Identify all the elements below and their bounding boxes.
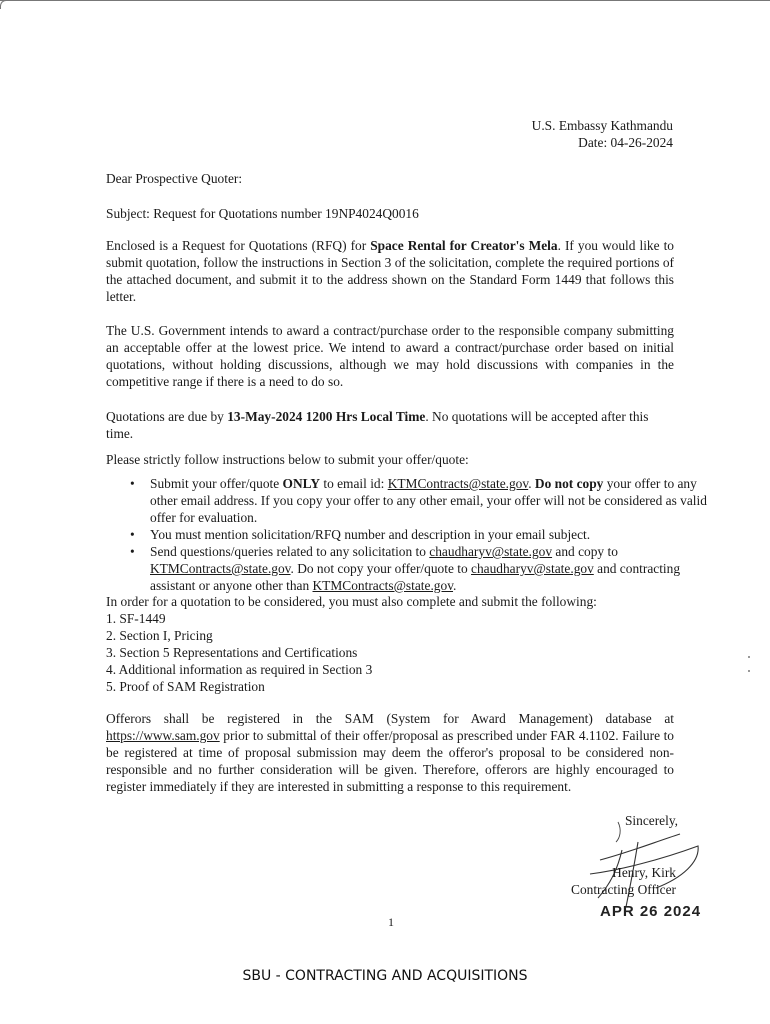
signature-closing (560, 812, 678, 829)
list-item: 5. Proof of SAM Registration (106, 679, 265, 694)
paragraph-due-date (106, 408, 674, 442)
b3-mid3: and contracting assistant or anyone other than (150, 561, 681, 593)
para3-post: . No quotations will be accepted after this time. (106, 409, 649, 441)
salutation-text: Dear Prospective Quoter: (106, 171, 243, 186)
list-item: 1. SF-1449 (106, 611, 166, 626)
footer-classification: SBU - CONTRACTING AND ACQUISITIONS (242, 968, 528, 984)
signer-title-text: Contracting Officer (571, 882, 676, 897)
signer-title (540, 881, 676, 898)
list-item: 3. Section 5 Representations and Certifications (106, 645, 358, 660)
requirements-list (106, 610, 372, 695)
due-date: 13-May-2024 1200 Hrs Local Time (227, 409, 426, 424)
para4-post: prior to submittal of their offer/proposal as prescribed under FAR 4.1102. Failure to be registered at time of proposal submission may deem the offeror's proposal to be considered non-responsible and no further consideration will be given. Therefore, offerors are highly encouraged to register immediately if they are interested in submitting a response to this requirement. (106, 728, 674, 794)
paragraph-rfq-intro (106, 237, 674, 305)
subject-text: Subject: Request for Quotations number 19NP4024Q0016 (106, 206, 419, 221)
b1-pre: Submit your offer/quote (150, 476, 283, 491)
signer-name-text: Henry, Kirk (612, 865, 676, 880)
para1-pre: Enclosed is a Request for Quotations (RFQ) for (106, 238, 371, 253)
email-link-chaudharyv[interactable]: chaudharyv@state.gov (429, 544, 553, 559)
list-item (150, 475, 718, 526)
page-top-border (0, 0, 770, 4)
email-link-chaudharyv[interactable]: chaudharyv@state.gov (471, 561, 594, 576)
instructions-intro-text: Please strictly follow instructions below to submit your offer/quote: (106, 452, 469, 467)
b3-mid2: . Do not copy your offer/quote to (290, 561, 472, 576)
para2-text: The U.S. Government intends to award a contract/purchase order to the responsible company submitting an acceptable offer at the lowest price. We intend to award a contract/purchase order based on initial quotations, without holding discussions, although we may hold discussions with companies in the competitive range if there is a need to do so. (106, 323, 674, 389)
paragraph-award (106, 322, 674, 390)
date-stamp: APR 26 2024 (600, 903, 702, 920)
paragraph-sam (106, 710, 674, 795)
para1-post: . If you would like to submit quotation, follow the instructions in Section 3 of the solicitation, complete the required portions of the attached document, and submit it to the address shown on the Standard Form 1449 that follows this letter. (106, 238, 675, 304)
instructions-list (106, 475, 718, 594)
b1-post: your offer to any other email address. If you copy your offer to any other email, your offer will not be considered as valid offer for evaluation. (150, 476, 707, 525)
list-item (150, 526, 718, 543)
letter-date: Date: 04-26-2024 (578, 135, 673, 150)
b3-mid1: and copy to (552, 544, 618, 559)
requirements-intro-text: In order for a quotation to be considered, you must also complete and submit the following: (106, 594, 597, 609)
scan-speck (748, 670, 750, 672)
embassy-name: U.S. Embassy Kathmandu (531, 118, 673, 133)
b3-post: . (453, 578, 457, 593)
para4-pre: Offerors shall be registered in the SAM (System for Award Management) database at (106, 711, 674, 726)
signer-name (560, 864, 676, 881)
salutation (106, 170, 674, 187)
email-link-ktm-contracts[interactable]: KTMContracts@state.gov (312, 578, 454, 593)
closing-text: Sincerely, (624, 813, 678, 828)
para3-pre: Quotations are due by (106, 409, 228, 424)
b1-do-not-copy: Do not copy (534, 476, 604, 491)
subject-line (106, 205, 674, 222)
b1-only: ONLY (282, 476, 320, 491)
b3-pre: Send questions/queries related to any solicitation to (150, 544, 430, 559)
scan-speck (748, 656, 750, 658)
sam-gov-link[interactable]: https://www.sam.gov (106, 728, 220, 743)
email-link-ktm-contracts[interactable]: KTMContracts@state.gov (150, 561, 291, 576)
list-item: 2. Section I, Pricing (106, 628, 213, 643)
requirements-intro (106, 593, 674, 610)
list-item: 4. Additional information as required in Section 3 (106, 662, 373, 677)
b1-mid: to email id: (320, 476, 388, 491)
email-link-ktm-contracts[interactable]: KTMContracts@state.gov (387, 476, 529, 491)
para1-title: Space Rental for Creator's Mela (370, 238, 558, 253)
instructions-intro (106, 451, 674, 468)
list-item (150, 543, 718, 594)
b2-text: You must mention solicitation/RFQ number and description in your email subject. (150, 527, 591, 542)
page-number: 1 (388, 915, 394, 929)
b1-dot: . (528, 476, 535, 491)
letter-header (532, 117, 673, 151)
